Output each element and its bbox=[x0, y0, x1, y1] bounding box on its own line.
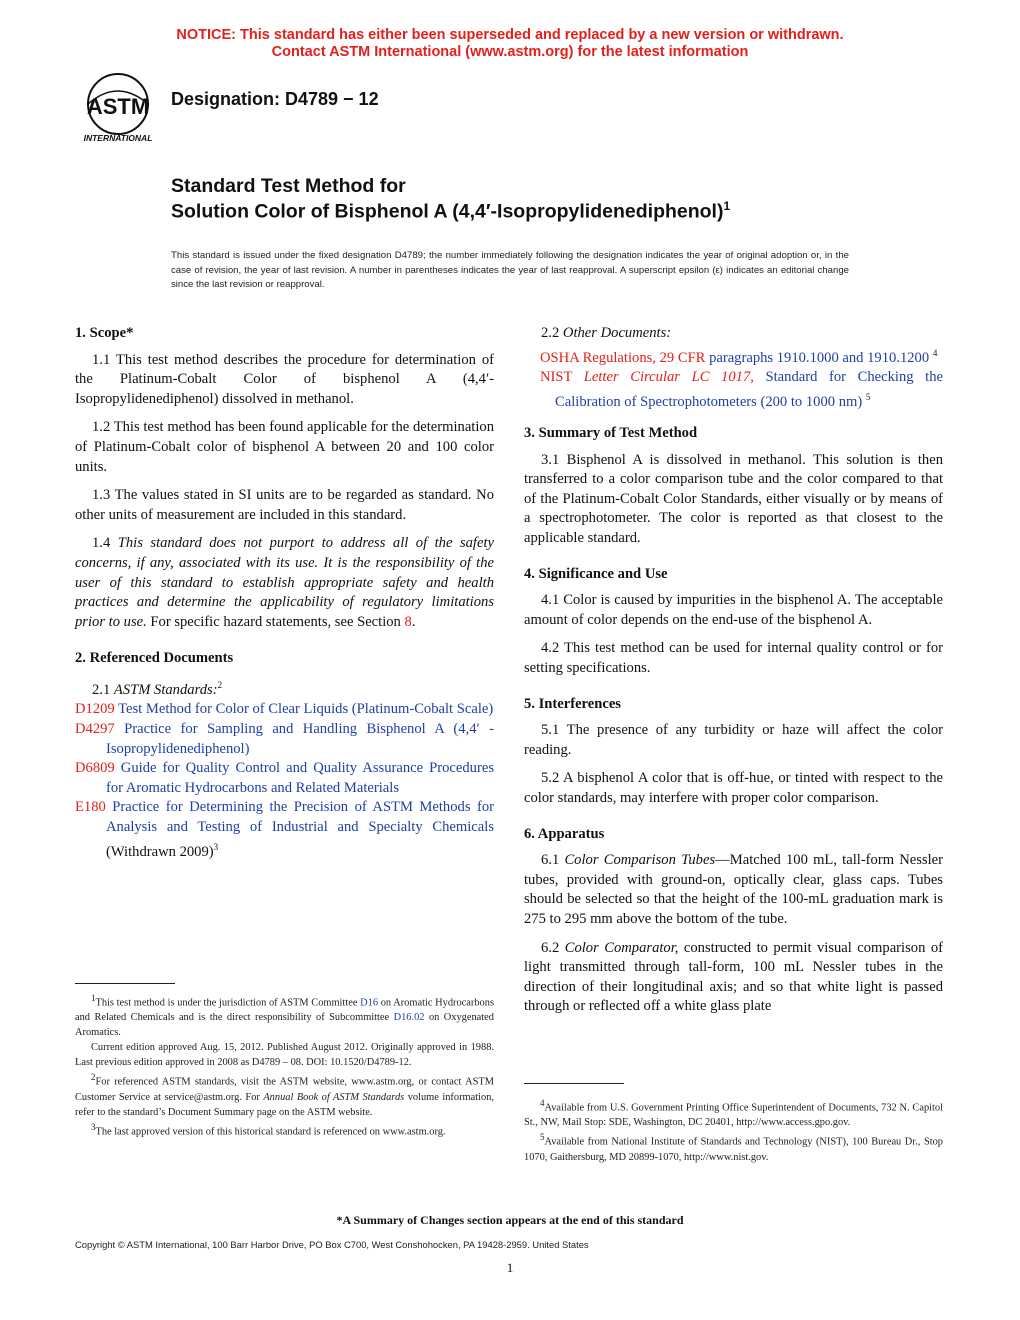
other-documents-label: Other Documents: bbox=[562, 325, 672, 341]
ref-osha[interactable] bbox=[524, 344, 943, 368]
ref-code[interactable]: D6809 bbox=[75, 760, 115, 777]
footnote-2-marker[interactable]: 2 bbox=[217, 679, 223, 690]
ref-nist[interactable] bbox=[524, 368, 943, 412]
color-comparator-term: Color Comparator, bbox=[564, 939, 679, 956]
hazard-text: For specific hazard statements, see Section bbox=[146, 613, 405, 630]
footnote-divider-right bbox=[524, 1083, 624, 1084]
para-1-2: 1.2 This test method has been found applicable for the determination of Platinum-Cobalt color of bisphenol A between 20 and 100 color units. bbox=[75, 419, 494, 475]
ref-code[interactable]: NIST bbox=[540, 369, 573, 386]
ref-d1209[interactable] bbox=[75, 700, 494, 720]
para-1-1: 1.1 This test method describes the procedure for determination of the Platinum-Cobalt Color of bisphenol A (4,4′-Isopropylidenediphenol) dissolved in methanol. bbox=[75, 351, 494, 407]
intro-paragraph: This standard is issued under the fixed designation D4789; the number immediately following the designation indicates the year of original adoption or, in the case of revision, the year of last revision. A number in parentheses indicates the year of last reapproval. A superscript epsilon (ε) indicates an editorial change since the last revision or reapproval. bbox=[171, 250, 849, 291]
footnote-2-text-a: For referenced ASTM standards, visit the ASTM website, www.astm.org, or contact ASTM Customer Service at service@astm.org. For bbox=[75, 1076, 494, 1103]
notice-line-1: NOTICE: This standard has either been superseded and replaced by a new version or withdrawn. bbox=[176, 27, 844, 43]
right-column bbox=[524, 324, 943, 1026]
subsection-2-1-num: 2.1 bbox=[92, 681, 111, 698]
footnote-2-text-b: volume information, refer to the standard’s Document Summary page on the ASTM website. bbox=[75, 1091, 494, 1118]
ref-title[interactable]: paragraphs 1910.1000 and 1910.1200 bbox=[705, 349, 930, 366]
page-number: 1 bbox=[506, 1260, 514, 1275]
ref-withdrawn-note: (Withdrawn 2009) bbox=[106, 843, 214, 860]
footnotes-right bbox=[524, 1096, 943, 1165]
footnote-3 bbox=[75, 1120, 494, 1139]
astm-standards-label: ASTM Standards: bbox=[113, 681, 218, 698]
subsection-2-1 bbox=[75, 676, 494, 700]
footnote-5-text: Available from National Institute of Standards and Technology (NIST), 100 Bureau Dr., Stop 1070, Gaithersburg, MD 20899-1070, http://www.nist.gov. bbox=[524, 1136, 943, 1163]
para-5-2: 5.2 A bisphenol A color that is off-hue, or tinted with respect to the color standards, may interfere with proper color comparison. bbox=[524, 770, 943, 806]
footnote-5-num: 5 bbox=[540, 1132, 545, 1143]
footnote-2 bbox=[75, 1070, 494, 1119]
para-1-4-end: . bbox=[411, 613, 416, 630]
ref-code[interactable]: D1209 bbox=[75, 701, 115, 718]
footnote-3-text: The last approved version of this historical standard is referenced on www.astm.org. bbox=[95, 1126, 446, 1138]
footnote-1-text-b: on Aromatic Hydrocarbons and Related Chemicals and is the direct responsibility of Subcommittee bbox=[75, 997, 494, 1024]
section-5-heading: 5. Interferences bbox=[524, 695, 621, 712]
para-4-1: 4.1 Color is caused by impurities in the bisphenol A. The acceptable amount of color depends on the end-use of the bisphenol A. bbox=[524, 592, 943, 628]
footnotes-left bbox=[75, 991, 494, 1139]
para-4-2: 4.2 This test method can be used for internal quality control or for setting specifications. bbox=[524, 640, 943, 677]
summary-of-changes-note: *A Summary of Changes section appears at the end of this standard bbox=[336, 1213, 684, 1227]
section-2-heading: 2. Referenced Documents bbox=[75, 650, 234, 667]
ref-code[interactable]: E180 bbox=[75, 799, 106, 816]
ref-d6809[interactable] bbox=[75, 759, 494, 798]
ref-title[interactable]: Practice for Determining the Precision of ASTM Methods for Analysis and Testing of Industrial and Specialty Chemicals bbox=[105, 799, 494, 835]
title-line-1: Standard Test Method for bbox=[171, 175, 406, 197]
ref-d4297[interactable] bbox=[75, 720, 494, 759]
footnote-3-num: 3 bbox=[91, 1121, 96, 1132]
ref-e180[interactable] bbox=[75, 798, 494, 862]
para-3-1: 3.1 Bisphenol A is dissolved in methanol. This solution is then transferred to a color comparison tube and the color compared to that of the Platinum-Cobalt Color Standards, either visually or by means of a spectrophotometer. The color is reported as that closest to the applicable standard. bbox=[524, 451, 943, 547]
footnote-1-approval: Current edition approved Aug. 15, 2012. Published August 2012. Originally approved in 1988. Last previous edition approved in 2008 as D4789 – 08. DOI: 10.1520/D4789-12. bbox=[75, 1042, 494, 1069]
para-1-3: 1.3 The values stated in SI units are to be regarded as standard. No other units of measurement are included in this standard. bbox=[75, 487, 494, 523]
footnote-4 bbox=[524, 1096, 943, 1130]
section-4-heading: 4. Significance and Use bbox=[524, 565, 668, 582]
footnote-divider-left bbox=[75, 983, 175, 984]
ref-nist-circular[interactable]: Letter Circular LC 1017, bbox=[583, 369, 754, 386]
subsection-2-2-num: 2.2 bbox=[541, 325, 560, 341]
section-8-link[interactable]: 8 bbox=[404, 613, 412, 630]
color-comparison-tubes-term: Color Comparison Tubes bbox=[564, 852, 716, 869]
logo-subtext: INTERNATIONAL bbox=[83, 133, 153, 143]
para-6-2 bbox=[524, 939, 943, 1017]
ref-code[interactable]: D4297 bbox=[75, 720, 115, 737]
ref-title[interactable]: Standard for Checking the Calibration of Spectrophotometers (200 to 1000 nm) bbox=[555, 369, 943, 410]
para-6-1-text: —Matched 100 mL, tall-form Nessler tubes, provided with ground-on, optically clear, glass caps. Tubes should be selected so that the height of the 100-mL graduation mark is 275 to 295 mm above the bottom of the tube. bbox=[524, 852, 944, 927]
footnote-1-text-a: This test method is under the jurisdiction of ASTM Committee bbox=[95, 997, 361, 1009]
annual-book-title: Annual Book of ASTM Standards bbox=[263, 1091, 405, 1103]
footnote-5 bbox=[524, 1130, 943, 1164]
section-1-heading: 1. Scope* bbox=[75, 325, 134, 341]
section-3-heading: 3. Summary of Test Method bbox=[524, 425, 698, 442]
notice-banner bbox=[0, 27, 1020, 61]
para-6-2-text: constructed to permit visual comparison of light transmitted through tall-form, 100 mL Nessler tubes in the direction of their longitudinal axis; and so that white light is passed through or reflected off a white glass plate bbox=[524, 939, 943, 1015]
astm-logo bbox=[72, 72, 164, 144]
ref-title[interactable]: Practice for Sampling and Handling Bisphenol A (4,4′ -Isopropylidenediphenol) bbox=[106, 720, 494, 757]
para-5-1: 5.1 The presence of any turbidity or haze will affect the color reading. bbox=[524, 722, 943, 758]
left-column bbox=[75, 324, 494, 862]
copyright-line: Copyright © ASTM International, 100 Barr Harbor Drive, PO Box C700, West Conshohocken, PA 19428-2959. United States bbox=[75, 1239, 589, 1250]
footnote-4-num: 4 bbox=[540, 1098, 545, 1108]
ref-title[interactable]: Guide for Quality Control and Quality Assurance Procedures for Aromatic Hydrocarbons and Related Materials bbox=[106, 760, 494, 796]
para-6-1-num: 6.1 bbox=[541, 852, 560, 869]
para-1-4 bbox=[75, 534, 494, 632]
footnote-5-marker[interactable]: 5 bbox=[865, 391, 871, 402]
logo-text: ASTM bbox=[86, 94, 150, 119]
para-6-2-num: 6.2 bbox=[541, 939, 560, 956]
para-6-1 bbox=[524, 851, 943, 929]
title-footnote-marker[interactable]: 1 bbox=[723, 199, 731, 213]
footnote-1-text-c: on Oxygenated Aromatics. bbox=[75, 1012, 494, 1039]
subsection-2-2 bbox=[524, 324, 943, 344]
safety-statement: This standard does not purport to address all of the safety concerns, if any, associated with its use. It is the responsibility of the user of this standard to establish appropriate safety and health practices and determine the applicability of regulatory limitations prior to use. bbox=[75, 535, 494, 630]
footnote-1 bbox=[75, 991, 494, 1040]
ref-code[interactable]: OSHA Regulations, 29 CFR bbox=[540, 349, 706, 366]
para-1-4-num: 1.4 bbox=[92, 535, 111, 552]
title-text: Solution Color of Bisphenol A (4,4′-Isopropylidenediphenol) bbox=[171, 200, 724, 223]
footnote-1-num: 1 bbox=[91, 993, 96, 1003]
section-6-heading: 6. Apparatus bbox=[524, 825, 605, 842]
committee-d16-link[interactable]: D16 bbox=[360, 997, 379, 1009]
footnote-3-marker[interactable]: 3 bbox=[213, 841, 219, 852]
subcommittee-d16-02-link[interactable]: D16.02 bbox=[393, 1012, 425, 1024]
notice-line-2: Contact ASTM International (www.astm.org) for the latest information bbox=[271, 44, 749, 60]
footnote-2-num: 2 bbox=[91, 1072, 96, 1083]
footnote-4-text: Available from U.S. Government Printing Office Superintendent of Documents, 732 N. Capitol St., NW, Mail Stop: SDE, Washington, DC 20401, http://www.access.gpo.gov. bbox=[524, 1102, 943, 1129]
designation: Designation: D4789 − 12 bbox=[171, 89, 379, 109]
title-line-2 bbox=[171, 199, 730, 224]
footnote-4-marker[interactable]: 4 bbox=[932, 347, 938, 358]
ref-title[interactable]: Test Method for Color of Clear Liquids (Platinum-Cobalt Scale) bbox=[114, 701, 494, 718]
